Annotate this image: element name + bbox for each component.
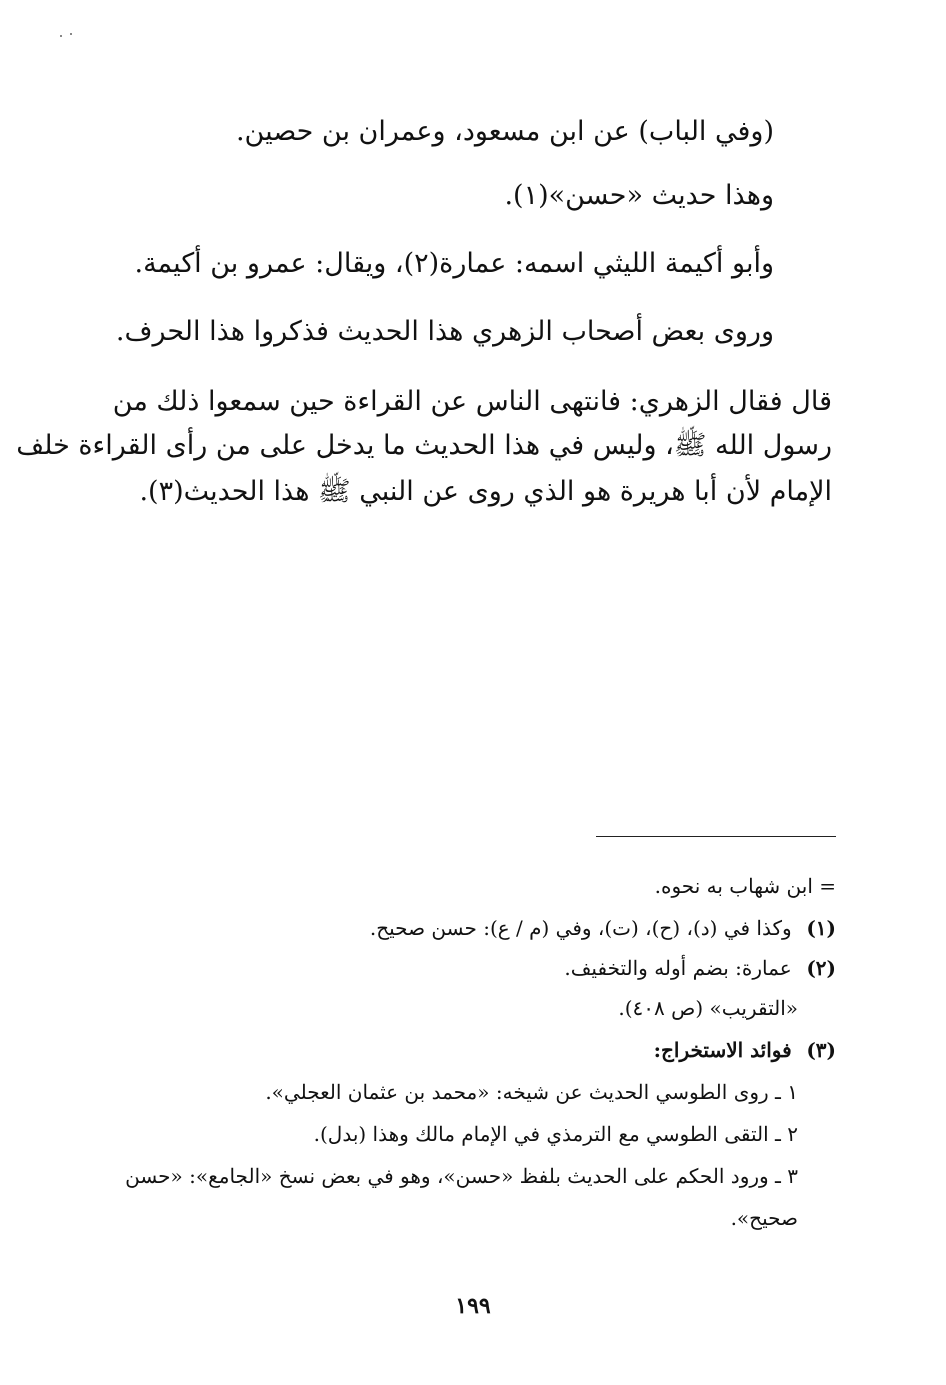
paragraph-line-3: الإمام لأن أبا هريرة هو الذي روى عن النبي ﷺ هذا الحديث(٣). (139, 476, 832, 507)
footnote-3-item-3-line-1: ٣ ـ ورود الحكم على الحديث بلفظ «حسن»، وهو في بعض نسخ «الجامع»: «حسن (125, 1164, 798, 1188)
footnote-1 (370, 918, 836, 938)
footnote-1-text: وكذا في (د)، (ح)، (ت)، وفي (م / ع): حسن صحيح. (369, 916, 792, 940)
footnote-2-text: عمارة: بضم أوله والتخفيف. (564, 956, 792, 980)
footnote-3 (654, 1040, 836, 1060)
page-number: ١٩٩ (455, 1293, 491, 1319)
footnote-2-reference: «التقريب» (ص ٤٠٨). (618, 996, 798, 1020)
main-text-line-3: وأبو أكيمة الليثي اسمه: عمارة(٢)، ويقال: عمرو بن أكيمة. (134, 248, 774, 279)
main-text-line-2: وهذا حديث «حسن»(١). (504, 180, 774, 211)
main-text-line-4: وروى بعض أصحاب الزهري هذا الحديث فذكروا هذا الحرف. (115, 316, 774, 347)
scan-speck (60, 35, 62, 37)
footnote-1-number: (١) (806, 916, 836, 940)
footnote-3-item-3-line-2: صحيح». (730, 1206, 798, 1230)
footnote-3-item-1: ١ ـ روى الطوسي الحديث عن شيخه: «محمد بن عثمان العجلي». (265, 1080, 798, 1104)
scan-speck (70, 33, 72, 35)
footnote-2-number: (٢) (806, 956, 836, 980)
paragraph-line-2: رسول الله ﷺ، وليس في هذا الحديث ما يدخل على من رأى القراءة خلف (16, 430, 832, 461)
footnote-3-title: فوائد الاستخراج: (653, 1038, 792, 1062)
footnote-continuation: = ابن شهاب به نحوه. (654, 874, 836, 898)
footnote-separator (596, 836, 836, 837)
paragraph-line-1: قال فقال الزهري: فانتهى الناس عن القراءة حين سمعوا ذلك من (112, 386, 832, 417)
footnote-3-item-2: ٢ ـ التقى الطوسي مع الترمذي في الإمام مالك وهذا (بدل). (313, 1122, 798, 1146)
footnote-2 (564, 958, 836, 978)
main-text-line-1: (وفي الباب) عن ابن مسعود، وعمران بن حصين. (235, 116, 774, 147)
footnote-3-number: (٣) (806, 1038, 836, 1062)
